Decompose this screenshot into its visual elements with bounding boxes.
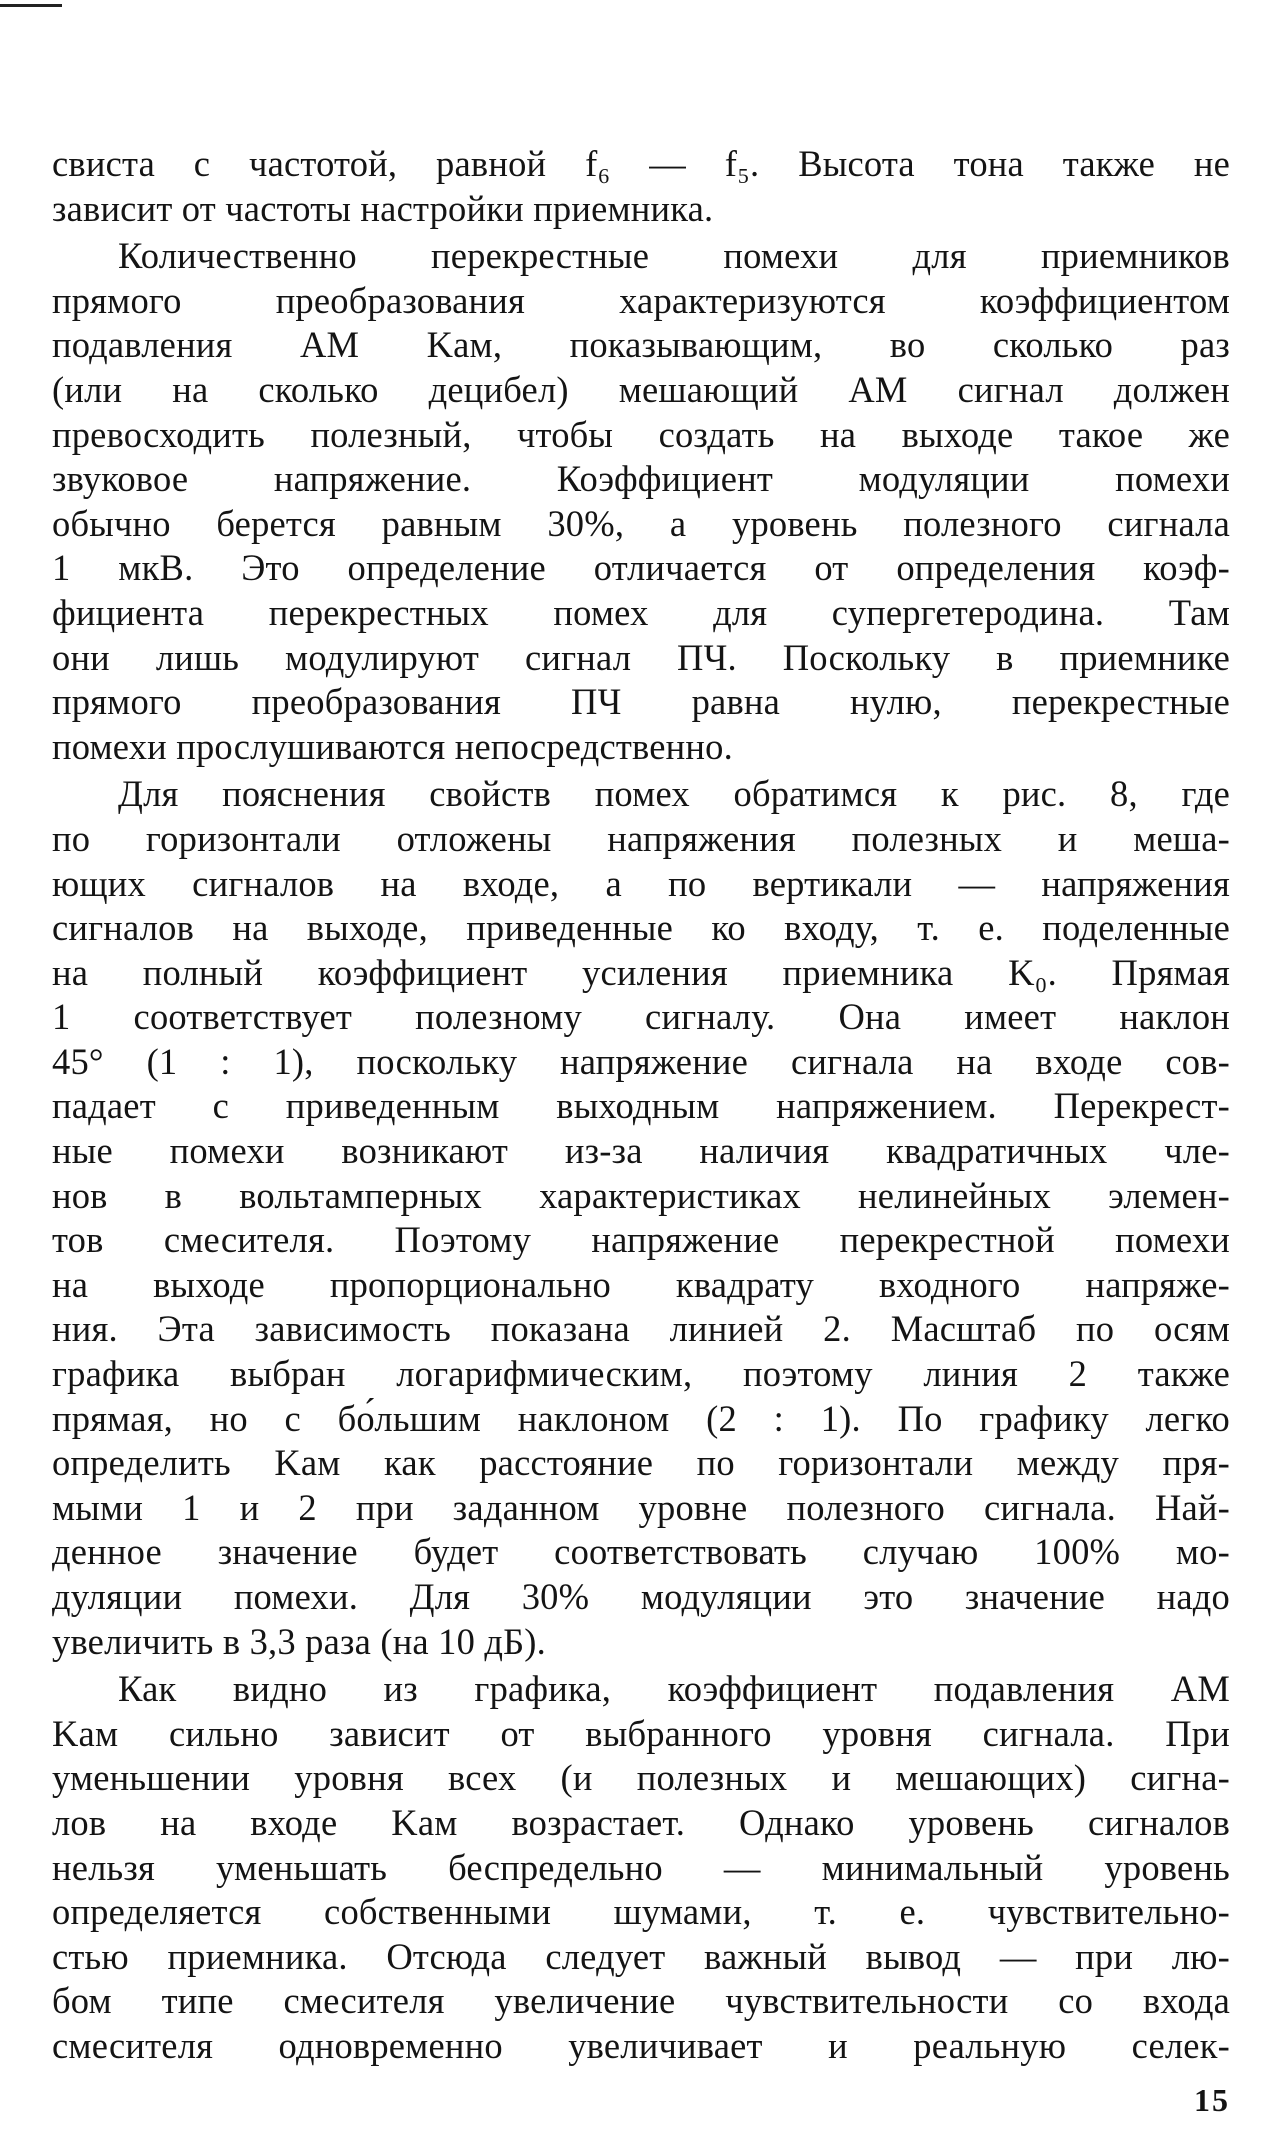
text-line: прямого преобразования ПЧ равна нулю, перекрестные [52, 681, 1230, 723]
paragraph-1 [52, 142, 1230, 231]
paragraph-4 [52, 1667, 1230, 2068]
text-line: 45° (1 : 1), поскольку напряжение сигнала на входе сов- [52, 1040, 1230, 1082]
text-line: определяется собственными шумами, т. е. чувствительно- [52, 1891, 1230, 1933]
text-line: нельзя уменьшать беспредельно — минимальный уровень [52, 1846, 1230, 1888]
text-line: подавления AM Kам, показывающим, во сколько раз [52, 324, 1230, 366]
paragraph-3 [52, 772, 1230, 1664]
text-line: денное значение будет соответствовать случаю 100% мо- [52, 1531, 1230, 1573]
corner-scan-mark [0, 4, 62, 7]
text-line: (или на сколько децибел) мешающий AM сигнал должен [52, 368, 1230, 410]
text-line: ющих сигналов на входе, а по вертикали — напряжения [52, 862, 1230, 904]
text-line: звуковое напряжение. Коэффициент модуляции помехи [52, 458, 1230, 500]
text-line: 1 соответствует полезному сигналу. Она имеет наклон [52, 996, 1230, 1038]
text-line: они лишь модулируют сигнал ПЧ. Поскольку в приемнике [52, 636, 1230, 678]
text-line: смесителя одновременно увеличивает и реальную селек- [52, 2024, 1230, 2066]
text-line: фициента перекрестных помех для супергетеродина. Там [52, 591, 1230, 633]
text-line: нов в вольтамперных характеристиках нелинейных элемен- [52, 1174, 1230, 1216]
text-line: падает с приведенным выходным напряжением. Перекрест- [52, 1085, 1230, 1127]
text-line: свиста с частотой, равной f₆ — f₅. Высота тона также не [52, 143, 1230, 184]
text-line: ные помехи возникают из-за наличия квадратичных чле- [52, 1130, 1230, 1172]
text-line: графика выбран логарифмическим, поэтому линия 2 также [52, 1353, 1230, 1395]
text-line: зависит от частоты настройки приемника. [52, 187, 714, 229]
text-line: Kам сильно зависит от выбранного уровня сигнала. При [52, 1712, 1230, 1754]
text-line: 1 мкВ. Это определение отличается от определения коэф- [52, 547, 1230, 589]
text-line: Количественно перекрестные помехи для приемников [118, 235, 1230, 277]
text-line: определить Kам как расстояние по горизонтали между пря- [52, 1442, 1230, 1484]
text-line: прямого преобразования характеризуются коэффициентом [52, 279, 1230, 321]
text-line: обычно берется равным 30%, а уровень полезного сигнала [52, 502, 1230, 544]
text-line: сигналов на выходе, приведенные ко входу, т. е. поделенные [52, 907, 1230, 949]
text-line: уменьшении уровня всех (и полезных и мешающих) сигна- [52, 1757, 1230, 1799]
text-line: стью приемника. Отсюда следует важный вывод — при лю- [52, 1935, 1230, 1977]
text-line: на полный коэффициент усиления приемника K₀. Прямая [52, 951, 1230, 993]
text-line: помехи прослушиваются непосредственно. [52, 725, 733, 767]
text-line: бом типе смесителя увеличение чувствительности со входа [52, 1980, 1230, 2022]
text-line: Как видно из графика, коэффициент подавления AM [118, 1668, 1230, 1710]
text-line: превосходить полезный, чтобы создать на выходе такое же [52, 413, 1230, 455]
text-line: увеличить в 3,3 раза (на 10 дБ). [52, 1620, 546, 1662]
page-body [52, 142, 1230, 2069]
text-line: ния. Эта зависимость показана линией 2. Масштаб по осям [52, 1308, 1230, 1350]
text-line: по горизонтали отложены напряжения полезных и меша- [52, 817, 1230, 859]
text-line: мыми 1 и 2 при заданном уровне полезного сигнала. Най- [52, 1486, 1230, 1528]
text-line: лов на входе Kам возрастает. Однако уровень сигналов [52, 1801, 1230, 1843]
paragraph-2 [52, 234, 1230, 769]
text-line: на выходе пропорционально квадрату входного напряже- [52, 1263, 1230, 1305]
text-line: Для пояснения свойств помех обратимся к рис. 8, где [118, 773, 1230, 815]
text-line: прямая, но с бо́льшим наклоном (2 : 1). По графику легко [52, 1397, 1230, 1439]
text-line: тов смесителя. Поэтому напряжение перекрестной помехи [52, 1219, 1230, 1261]
text-line: дуляции помехи. Для 30% модуляции это значение надо [52, 1576, 1230, 1617]
page-number: 15 [1194, 2082, 1230, 2118]
